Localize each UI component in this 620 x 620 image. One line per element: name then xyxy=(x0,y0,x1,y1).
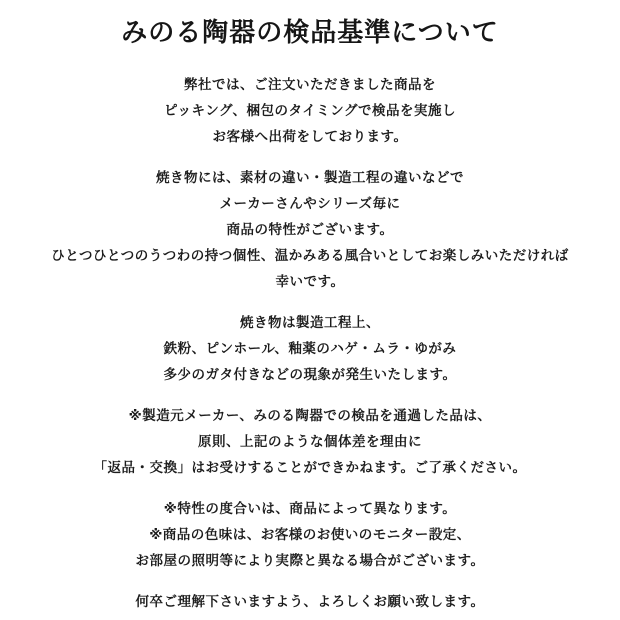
text-line: 弊社では、ご注文いただきました商品を xyxy=(184,77,436,92)
text-line: ※特性の度合いは、商品によって異なります。 xyxy=(163,501,457,516)
text-line: お客様へ出荷をしております。 xyxy=(212,129,408,144)
paragraph xyxy=(18,403,602,481)
paragraph xyxy=(18,72,602,150)
text-line: 焼き物は製造工程上、 xyxy=(240,315,380,330)
text-line: 商品の特性がございます。 xyxy=(226,222,394,237)
paragraph xyxy=(18,496,602,574)
page-title: みのる陶器の検品基準について xyxy=(121,17,499,47)
paragraph xyxy=(18,310,602,388)
text-line: 多少のガタ付きなどの現象が発生いたします。 xyxy=(163,367,457,382)
text-line: 原則、上記のような個体差を理由に xyxy=(198,434,422,449)
text-line: 幸いです。 xyxy=(275,274,345,289)
text-line: メーカーさんやシリーズ毎に xyxy=(219,196,401,211)
document-body xyxy=(18,72,602,615)
paragraph xyxy=(18,165,602,295)
text-line: ※製造元メーカー、みのる陶器での検品を通過した品は、 xyxy=(128,408,492,423)
paragraph xyxy=(18,589,602,615)
text-line: 焼き物には、素材の違い・製造工程の違いなどで xyxy=(156,170,464,185)
text-line: ピッキング、梱包のタイミングで検品を実施し xyxy=(164,103,456,118)
text-line: ※商品の色味は、お客様のお使いのモニター設定、 xyxy=(149,527,471,542)
text-line: ひとつひとつのうつわの持つ個性、温かみある風合いとしてお楽しみいただければ xyxy=(51,248,569,263)
text-line: 鉄粉、ピンホール、釉薬のハゲ・ムラ・ゆがみ xyxy=(163,341,457,356)
text-line: 「返品・交換」はお受けすることができかねます。ご了承ください。 xyxy=(93,460,527,475)
text-line: お部屋の照明等により実際と異なる場合がございます。 xyxy=(135,553,485,568)
text-line: 何卒ご理解下さいますよう、よろしくお願い致します。 xyxy=(135,594,485,609)
